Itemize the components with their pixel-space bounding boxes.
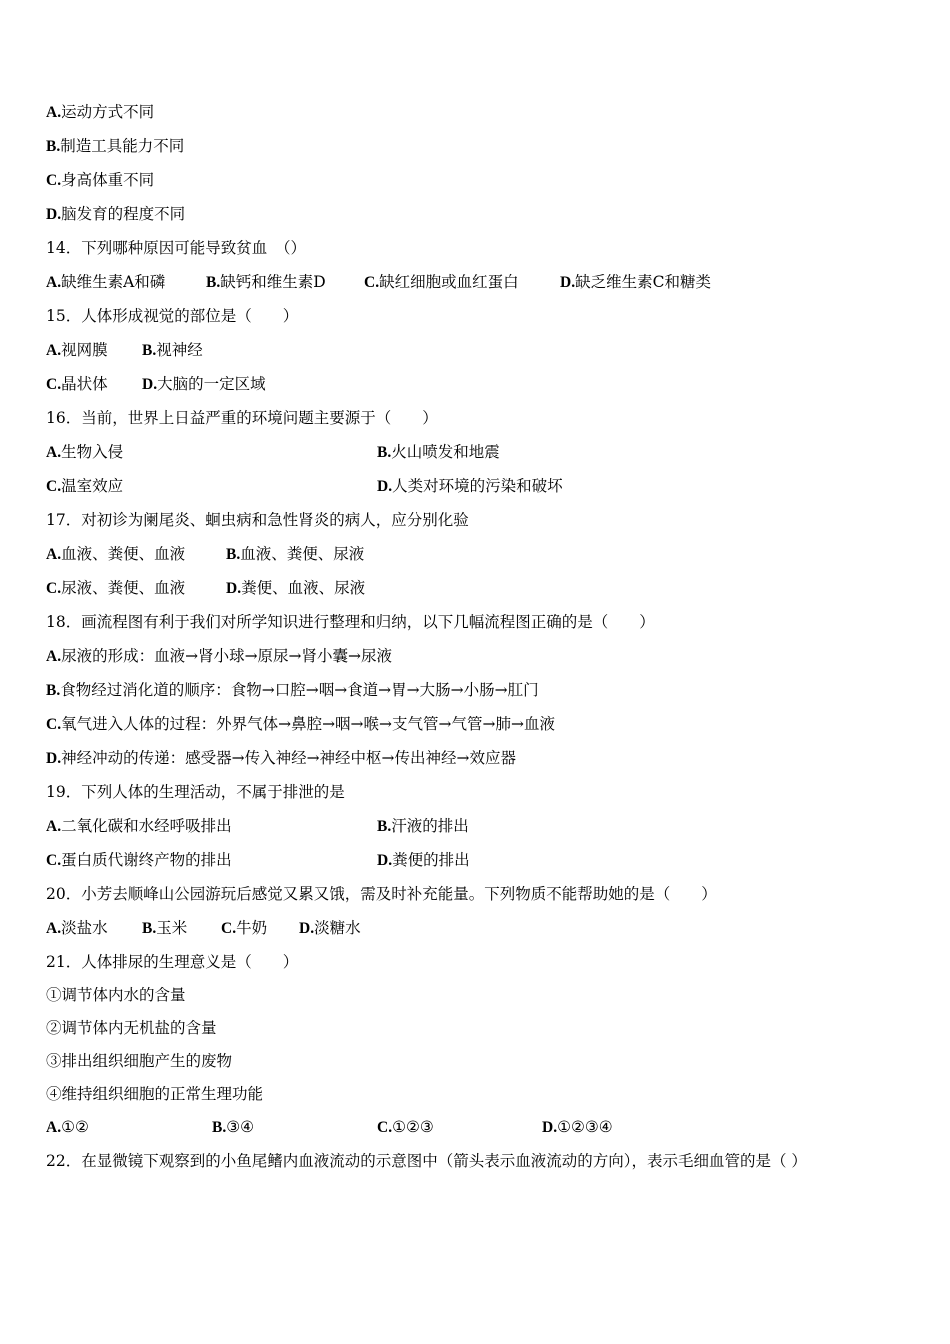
- q18-option-d: [46, 746, 516, 770]
- option-label: D.: [542, 1119, 558, 1136]
- q20-option-d: [299, 916, 361, 941]
- q13-option-a: [46, 100, 154, 124]
- option-text: 血液、粪便、血液: [61, 545, 186, 563]
- option-label: C.: [377, 1119, 393, 1136]
- option-text: 牛奶: [236, 919, 268, 937]
- q21-item-2: ②调节体内无机盐的含量: [46, 1019, 217, 1037]
- option-text: 缺乏维生素C和糖类: [575, 273, 711, 291]
- option-text: 粪便、血液、尿液: [241, 579, 366, 597]
- q17-option-b: [226, 542, 364, 567]
- q14-stem: 14．下列哪种原因可能导致贫血 （）: [46, 239, 306, 257]
- option-label: C.: [46, 716, 62, 733]
- q14-option-c: [364, 270, 519, 295]
- option-text: 视神经: [156, 341, 203, 359]
- option-text: 粪便的排出: [392, 851, 470, 869]
- q20-option-a: [46, 916, 108, 941]
- q20-stem: 20．小芳去顺峰山公园游玩后感觉又累又饿，需及时补充能量。下列物质不能帮助她的是（ ）: [46, 885, 717, 903]
- q19-option-a: [46, 814, 232, 839]
- option-label: C.: [46, 852, 62, 869]
- option-label: C.: [46, 580, 62, 597]
- option-text: 蛋白质代谢终产物的排出: [61, 851, 232, 869]
- option-text: 尿液的形成：血液→肾小球→原尿→肾小囊→尿液: [61, 647, 393, 665]
- q19-stem: 19．下列人体的生理活动，不属于排泄的是: [46, 783, 345, 801]
- option-text: 人类对环境的污染和破坏: [392, 477, 563, 495]
- option-text: 淡糖水: [314, 919, 361, 937]
- q15-option-b: [142, 338, 203, 363]
- q13-option-d: [46, 202, 185, 226]
- q17-option-d: [226, 576, 365, 601]
- option-label: D.: [299, 920, 315, 937]
- option-text: 大脑的一定区域: [157, 375, 266, 393]
- option-text: 视网膜: [61, 341, 108, 359]
- q21-item-3: ③排出组织细胞产生的废物: [46, 1052, 233, 1070]
- option-text: ①②③: [392, 1118, 434, 1136]
- option-label: A.: [46, 818, 62, 835]
- option-text: 食物经过消化道的顺序：食物→口腔→咽→食道→胃→大肠→小肠→肛门: [60, 681, 539, 699]
- q17-stem: 17．对初诊为阑尾炎、蛔虫病和急性肾炎的病人，应分别化验: [46, 511, 469, 529]
- q21-option-c: [377, 1115, 434, 1140]
- option-label: B.: [226, 546, 241, 563]
- option-label: D.: [46, 750, 62, 767]
- option-text: ③④: [226, 1118, 255, 1136]
- option-label: B.: [46, 138, 61, 155]
- q18-option-a: [46, 644, 392, 668]
- option-label: B.: [212, 1119, 227, 1136]
- q14-option-d: [560, 270, 711, 295]
- option-text: 缺钙和维生素D: [220, 273, 326, 291]
- option-label: B.: [142, 342, 157, 359]
- q19-option-d: [377, 848, 470, 873]
- q16-option-c: [46, 474, 123, 499]
- q21-option-a: [46, 1115, 89, 1140]
- q13-option-b: [46, 134, 184, 158]
- q16-stem: 16．当前，世界上日益严重的环境问题主要源于（ ）: [46, 409, 438, 427]
- option-label: A.: [46, 648, 62, 665]
- option-text: 缺红细胞或血红蛋白: [379, 273, 519, 291]
- q21-option-d: [542, 1115, 613, 1140]
- option-text: 运动方式不同: [61, 103, 155, 121]
- option-text: 脑发育的程度不同: [61, 205, 186, 223]
- option-label: D.: [377, 852, 393, 869]
- q15-option-c: [46, 372, 108, 397]
- option-label: A.: [46, 546, 62, 563]
- option-label: A.: [46, 1119, 62, 1136]
- option-label: C.: [46, 478, 62, 495]
- q18-option-c: [46, 712, 555, 736]
- q14-option-b: [206, 270, 326, 295]
- option-label: C.: [364, 274, 380, 291]
- q17-option-c: [46, 576, 185, 601]
- option-text: 血液、粪便、尿液: [240, 545, 365, 563]
- option-label: D.: [46, 206, 62, 223]
- option-label: B.: [46, 682, 61, 699]
- option-text: 汗液的排出: [391, 817, 469, 835]
- q21-item-1: ①调节体内水的含量: [46, 986, 186, 1004]
- option-text: 二氧化碳和水经呼吸排出: [61, 817, 232, 835]
- option-label: A.: [46, 920, 62, 937]
- option-label: A.: [46, 104, 62, 121]
- option-label: A.: [46, 444, 62, 461]
- option-label: A.: [46, 274, 62, 291]
- option-text: 神经冲动的传递：感受器→传入神经→神经中枢→传出神经→效应器: [61, 749, 517, 767]
- q16-option-d: [377, 474, 563, 499]
- q16-option-a: [46, 440, 123, 465]
- option-label: B.: [206, 274, 221, 291]
- q19-option-c: [46, 848, 232, 873]
- q20-option-b: [142, 916, 187, 941]
- option-text: ①②: [61, 1118, 89, 1136]
- q20-option-c: [221, 916, 267, 941]
- option-text: 生物入侵: [61, 443, 124, 461]
- option-label: D.: [377, 478, 393, 495]
- option-label: A.: [46, 342, 62, 359]
- option-text: 身高体重不同: [61, 171, 155, 189]
- option-label: D.: [560, 274, 576, 291]
- q15-option-d: [142, 372, 266, 397]
- q18-stem: 18．画流程图有利于我们对所学知识进行整理和归纳，以下几幅流程图正确的是（ ）: [46, 613, 655, 631]
- q16-option-b: [377, 440, 500, 465]
- option-label: D.: [142, 376, 158, 393]
- option-label: B.: [377, 818, 392, 835]
- q21-option-b: [212, 1115, 254, 1140]
- option-text: 尿液、粪便、血液: [61, 579, 186, 597]
- option-text: 温室效应: [61, 477, 124, 495]
- q21-item-4: ④维持组织细胞的正常生理功能: [46, 1085, 264, 1103]
- option-text: 制造工具能力不同: [60, 137, 185, 155]
- q13-option-c: [46, 168, 154, 192]
- option-label: C.: [46, 376, 62, 393]
- option-text: ①②③④: [557, 1118, 613, 1136]
- q21-stem: 21．人体排尿的生理意义是（ ）: [46, 953, 299, 971]
- q17-option-a: [46, 542, 185, 567]
- option-text: 淡盐水: [61, 919, 108, 937]
- option-label: D.: [226, 580, 242, 597]
- q15-stem: 15．人体形成视觉的部位是（ ）: [46, 307, 299, 325]
- option-text: 火山喷发和地震: [391, 443, 500, 461]
- option-label: B.: [377, 444, 392, 461]
- option-label: C.: [46, 172, 62, 189]
- q18-option-b: [46, 678, 539, 702]
- q14-option-a: [46, 270, 165, 295]
- option-label: B.: [142, 920, 157, 937]
- q22-stem: 22．在显微镜下观察到的小鱼尾鳍内血液流动的示意图中（箭头表示血液流动的方向），表示毛细血管的是（ ）: [46, 1152, 807, 1170]
- option-text: 氧气进入人体的过程：外界气体→鼻腔→咽→喉→支气管→气管→肺→血液: [61, 715, 555, 733]
- option-label: C.: [221, 920, 237, 937]
- q15-option-a: [46, 338, 108, 363]
- option-text: 玉米: [156, 919, 188, 937]
- option-text: 晶状体: [61, 375, 108, 393]
- option-text: 缺维生素A和磷: [61, 273, 166, 291]
- q19-option-b: [377, 814, 469, 839]
